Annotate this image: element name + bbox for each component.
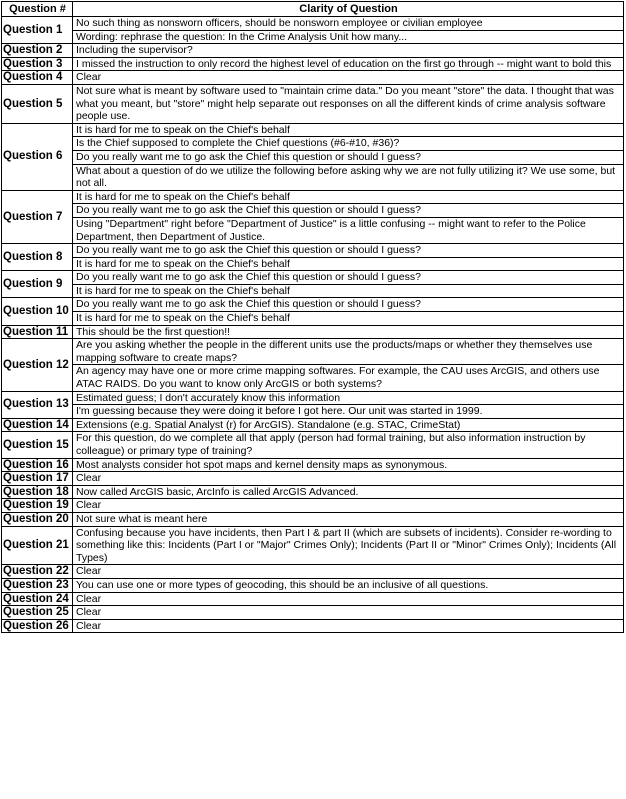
table-row	[2, 405, 624, 419]
table-row	[2, 164, 624, 190]
comment-cell: Do you really want me to go ask the Chief this question or should I guess?	[73, 244, 624, 258]
comment-cell: Are you asking whether the people in the different units use the products/maps or whether they themselves use mapping software to create maps?	[73, 339, 624, 365]
table-row	[2, 339, 624, 365]
question-label: Question 6	[2, 123, 73, 190]
table-row	[2, 17, 624, 31]
table-row	[2, 284, 624, 298]
comment-cell: Is the Chief supposed to complete the Chief questions (#6-#10, #36)?	[73, 137, 624, 151]
table-row	[2, 499, 624, 513]
question-label: Question 15	[2, 432, 73, 458]
table-body	[2, 17, 624, 633]
question-label: Question 23	[2, 578, 73, 592]
comment-cell: Confusing because you have incidents, then Part I & part II (which are subsets of incidents). Consider re-wording to something like this: Incidents (Part I or "Major" Crimes Only); Incidents (Part II or "Minor" Crimes Only); Incidents (All Types)	[73, 526, 624, 565]
question-label: Question 2	[2, 44, 73, 58]
table-row	[2, 391, 624, 405]
table-row	[2, 271, 624, 285]
question-label: Question 13	[2, 391, 73, 418]
comment-cell: Clear	[73, 499, 624, 513]
table-row	[2, 244, 624, 258]
table-row	[2, 298, 624, 312]
question-label: Question 14	[2, 418, 73, 432]
table-row	[2, 472, 624, 486]
table-row	[2, 257, 624, 271]
comment-cell: Do you really want me to go ask the Chief this question or should I guess?	[73, 204, 624, 218]
comment-cell: Do you really want me to go ask the Chief this question or should I guess?	[73, 298, 624, 312]
comment-cell: Extensions (e.g. Spatial Analyst (r) for ArcGIS). Standalone (e.g. STAC, CrimeStat)	[73, 418, 624, 432]
table-row	[2, 30, 624, 44]
question-label: Question 8	[2, 244, 73, 271]
comment-cell: It is hard for me to speak on the Chief's behalf	[73, 284, 624, 298]
question-label: Question 22	[2, 565, 73, 579]
comment-cell: It is hard for me to speak on the Chief's behalf	[73, 257, 624, 271]
clarity-header: Clarity of Question	[73, 2, 624, 17]
comment-cell: Clear	[73, 71, 624, 85]
comment-cell: Including the supervisor?	[73, 44, 624, 58]
comment-cell: No such thing as nonsworn officers, should be nonsworn employee or civilian employee	[73, 17, 624, 31]
comment-cell: Most analysts consider hot spot maps and kernel density maps as synonymous.	[73, 458, 624, 472]
comment-cell: Now called ArcGIS basic, ArcInfo is called ArcGIS Advanced.	[73, 485, 624, 499]
comment-cell: Clear	[73, 606, 624, 620]
table-row	[2, 123, 624, 137]
comment-cell: Clear	[73, 592, 624, 606]
comment-cell: Wording: rephrase the question: In the Crime Analysis Unit how many...	[73, 30, 624, 44]
question-number-header: Question #	[2, 2, 73, 17]
header-row	[2, 2, 624, 17]
clarity-table	[1, 1, 624, 633]
table-row	[2, 578, 624, 592]
comment-cell: Clear	[73, 472, 624, 486]
question-label: Question 5	[2, 84, 73, 123]
question-label: Question 19	[2, 499, 73, 513]
table-row	[2, 458, 624, 472]
table-row	[2, 432, 624, 458]
table-row	[2, 312, 624, 326]
comment-cell: For this question, do we complete all that apply (person had formal training, but also information instruction by colleague) or primary type of training?	[73, 432, 624, 458]
comment-cell: Clear	[73, 565, 624, 579]
table-row	[2, 619, 624, 633]
question-label: Question 1	[2, 17, 73, 44]
table-row	[2, 512, 624, 526]
comment-cell: Not sure what is meant here	[73, 512, 624, 526]
comment-cell: It is hard for me to speak on the Chief's behalf	[73, 190, 624, 204]
table-row	[2, 57, 624, 71]
comment-cell: I'm guessing because they were doing it before I got here. Our unit was started in 1999.	[73, 405, 624, 419]
question-label: Question 25	[2, 606, 73, 620]
question-label: Question 4	[2, 71, 73, 85]
question-label: Question 16	[2, 458, 73, 472]
question-label: Question 12	[2, 339, 73, 391]
question-label: Question 11	[2, 325, 73, 339]
question-label: Question 26	[2, 619, 73, 633]
question-label: Question 17	[2, 472, 73, 486]
comment-cell: Clear	[73, 619, 624, 633]
question-label: Question 24	[2, 592, 73, 606]
table-row	[2, 44, 624, 58]
question-label: Question 3	[2, 57, 73, 71]
table-row	[2, 606, 624, 620]
comment-cell: What about a question of do we utilize the following before asking why we are not fully utilizing it? We use some, but not all.	[73, 164, 624, 190]
table-row	[2, 137, 624, 151]
table-row	[2, 217, 624, 243]
table-row	[2, 365, 624, 391]
table-row	[2, 84, 624, 123]
question-label: Question 10	[2, 298, 73, 325]
question-label: Question 18	[2, 485, 73, 499]
table-row	[2, 150, 624, 164]
comment-cell: Do you really want me to go ask the Chief this question or should I guess?	[73, 150, 624, 164]
question-label: Question 21	[2, 526, 73, 565]
table-row	[2, 71, 624, 85]
comment-cell: Do you really want me to go ask the Chief this question or should I guess?	[73, 271, 624, 285]
comment-cell: I missed the instruction to only record the highest level of education on the first go through -- might want to bold this	[73, 57, 624, 71]
table-row	[2, 565, 624, 579]
table-row	[2, 325, 624, 339]
comment-cell: Using "Department" right before "Department of Justice" is a little confusing -- might want to refer to the Police Department, then Department of Justice.	[73, 217, 624, 243]
table-row	[2, 418, 624, 432]
table-row	[2, 485, 624, 499]
question-label: Question 9	[2, 271, 73, 298]
comment-cell: Estimated guess; I don't accurately know this information	[73, 391, 624, 405]
table-row	[2, 592, 624, 606]
table-row	[2, 190, 624, 204]
comment-cell: It is hard for me to speak on the Chief's behalf	[73, 123, 624, 137]
comment-cell: An agency may have one or more crime mapping softwares. For example, the CAU uses ArcGIS, and others use ATAC RAIDS. Do you want to know only ArcGIS or both systems?	[73, 365, 624, 391]
comment-cell: Not sure what is meant by software used to "maintain crime data." Do you meant "store" the data. I thought that was what you meant, but "store" might help separate out responses on all the different kinds of crime analysis software people use.	[73, 84, 624, 123]
table-row	[2, 526, 624, 565]
comment-cell: You can use one or more types of geocoding, this should be an inclusive of all questions.	[73, 578, 624, 592]
table-row	[2, 204, 624, 218]
comment-cell: This should be the first question!!	[73, 325, 624, 339]
comment-cell: It is hard for me to speak on the Chief's behalf	[73, 312, 624, 326]
question-label: Question 20	[2, 512, 73, 526]
question-label: Question 7	[2, 190, 73, 243]
